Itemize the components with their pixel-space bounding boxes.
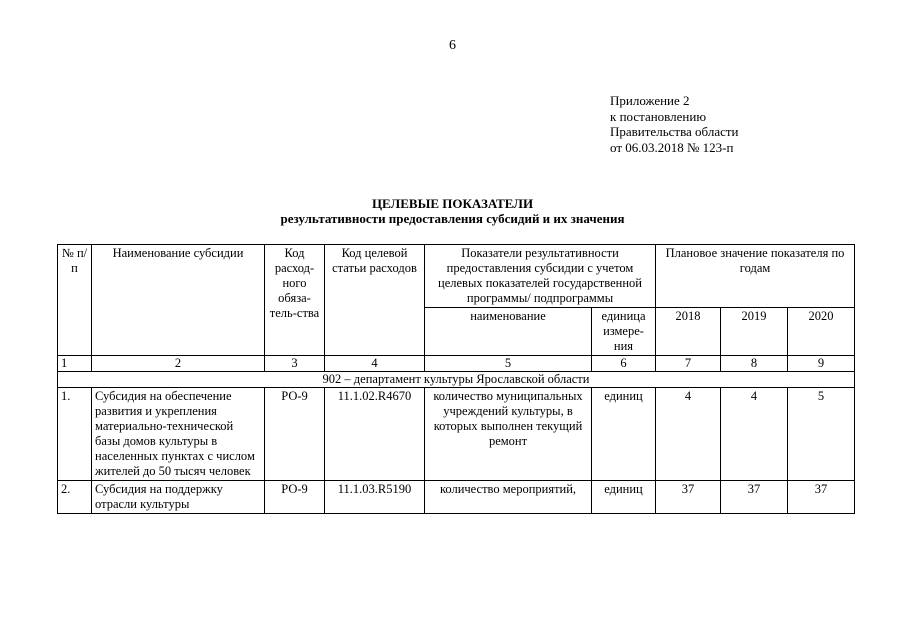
appendix-line: к постановлению [610,108,707,124]
header-planned: Плановое значение показателя по годам [656,245,855,308]
column-number: 9 [788,356,855,372]
row-value-2018: 4 [656,388,721,481]
column-number: 2 [92,356,265,372]
header-indicator-name: наименование [425,308,592,356]
row-unit: единиц [592,388,656,481]
indicators-table [57,244,855,514]
document-title [0,196,905,226]
row-target-code: 11.1.03.R5190 [325,481,425,514]
column-number: 5 [425,356,592,372]
row-indicator: количество мероприятий, [425,481,592,514]
department-row [58,372,855,388]
column-number: 8 [721,356,788,372]
column-number: 1 [58,356,92,372]
title-line: ЦЕЛЕВЫЕ ПОКАЗАТЕЛИ [371,196,534,211]
row-value-2020: 5 [788,388,855,481]
header-num: № п/п [58,245,92,356]
column-number: 6 [592,356,656,372]
department-label: 902 – департамент культуры Ярославской области [58,372,855,388]
table-row [58,481,855,514]
row-subsidy-name: Субсидия на поддержку отрасли культуры [92,481,265,514]
header-indicators: Показатели результативности предоставления субсидии с учетом целевых показателей государственной программы/ подпрограммы [425,245,656,308]
subtitle-line: результативности предоставления субсидий и их значения [280,211,625,226]
appendix-line: от 06.03.2018 № 123-п [610,139,734,155]
row-value-2019: 37 [721,481,788,514]
row-num: 1. [58,388,92,481]
header-year-2018: 2018 [656,308,721,356]
row-value-2018: 37 [656,481,721,514]
page-number: 6 [449,38,456,53]
row-rashod-code: РО-9 [265,388,325,481]
row-indicator: количество муниципальных учреждений культуры, в которых выполнен текущий ремонт [425,388,592,481]
row-rashod-code: РО-9 [265,481,325,514]
header-indicator-unit: единица измере-ния [592,308,656,356]
appendix-line: Приложение 2 [610,93,690,108]
row-target-code: 11.1.02.R4670 [325,388,425,481]
header-year-2019: 2019 [721,308,788,356]
column-number: 4 [325,356,425,372]
table-row [58,388,855,481]
column-number: 3 [265,356,325,372]
appendix-line: Правительства области [610,124,739,139]
header-year-2020: 2020 [788,308,855,356]
row-value-2019: 4 [721,388,788,481]
row-value-2020: 37 [788,481,855,514]
header-target-code: Код целевой статьи расходов [325,245,425,356]
header-rashod-code: Код расход-ного обяза-тель-ства [265,245,325,356]
header-row [58,245,855,308]
appendix-block [610,93,739,155]
row-subsidy-name: Субсидия на обеспечение развития и укрепления материально-технической базы домов культуры в населенных пунктах с числом жителей до 50 тысяч человек [92,388,265,481]
column-number: 7 [656,356,721,372]
row-unit: единиц [592,481,656,514]
row-num: 2. [58,481,92,514]
column-number-row [58,356,855,372]
header-name: Наименование субсидии [92,245,265,356]
